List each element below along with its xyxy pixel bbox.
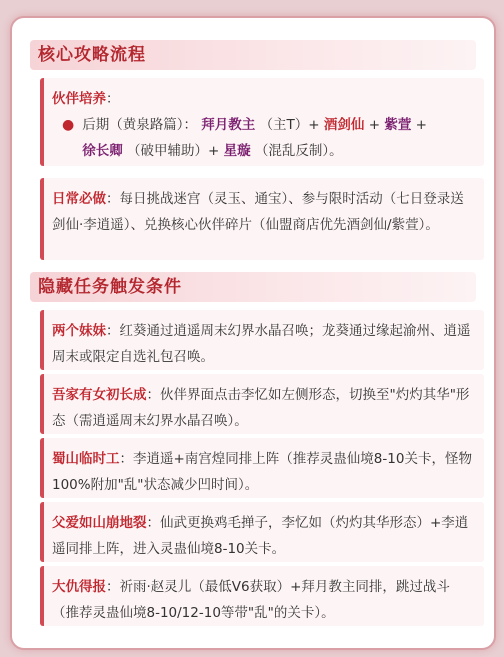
partner-name-2: 酒剑仙 [323,117,365,133]
card-quest-fatherly-love [40,502,484,562]
card-quest-two-sisters [40,310,484,370]
partner-name-1: 拜月教主 [201,117,256,133]
partner-text-4: + [415,117,427,133]
quest-label: 蜀山临时工 [52,451,120,467]
quest-text: ：李逍遥+南宫煌同排上阵（推荐灵蛊仙境8-10关卡，怪物100%附加"乱"状态减少凹时间）。 [52,451,472,493]
bullet-dot-icon: ● [62,117,75,133]
partner-name-4: 徐长卿 [82,143,123,159]
daily-label: 日常必做 [52,191,106,207]
card-quest-shushan-temp [40,438,484,498]
card-quest-revenge [40,566,484,626]
quest-text: ：仙武更换鸡毛掸子，李忆如（灼灼其华形态）+李逍遥同排上阵，进入灵蛊仙境8-10关卡。 [52,515,469,557]
partner-text-1: 后期（黄泉路篇）： [82,117,197,133]
quest-label: 两个妹妹 [52,323,106,339]
partner-text-2: （主T）+ [259,117,320,133]
card-partner-training [40,78,484,166]
partner-name-5: 星璇 [223,143,251,159]
daily-text: ：每日挑战迷宫（灵玉、通宝）、参与限时活动（七日登录送剑仙·李逍遥）、兑换核心伙伴碎片（仙盟商店优先酒剑仙/紫萱）。 [52,191,464,233]
quest-label: 吾家有女初长成 [52,387,147,403]
quest-label: 大仇得报 [52,579,106,595]
quest-text: ：伙伴界面点击李忆如左侧形态，切换至"灼灼其华"形态（需逍遥周末幻界水晶召唤）。 [52,387,470,429]
card-quest-daughter [40,374,484,434]
quest-label: 父爱如山崩地裂 [52,515,147,531]
quest-text: ：祈雨·赵灵儿（最低V6获取）+拜月教主同排，跳过战斗（推荐灵蛊仙境8-10/12-10等带"乱"的关卡）。 [52,579,450,621]
partner-colon: ： [106,91,120,107]
partner-label: 伙伴培养 [52,91,106,107]
card-daily-tasks [40,178,484,260]
partner-text-3: + [368,117,381,133]
quest-text: ：红葵通过逍遥周末幻界水晶召唤；龙葵通过缘起渝州、逍遥周末或限定自选礼包召唤。 [52,323,471,365]
partner-text-6: （混乱反制）。 [254,143,343,159]
partner-text-5: （破甲辅助）+ [127,143,220,159]
section-title-hidden-quests: 隐藏任务触发条件 [30,272,476,302]
partner-name-3: 紫萱 [384,117,412,133]
partner-bullet [52,112,474,164]
section-title-core-strategy: 核心攻略流程 [30,40,476,70]
